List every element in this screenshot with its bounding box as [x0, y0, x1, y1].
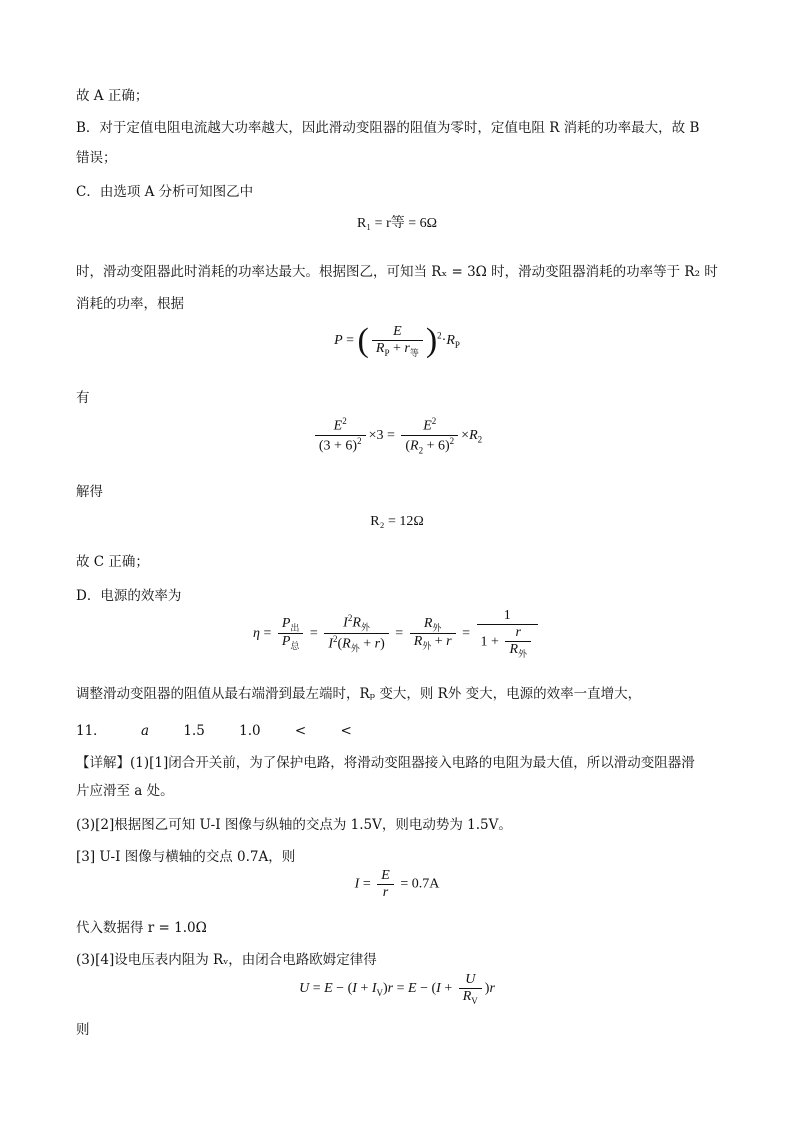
answer-2: 1.5 [183, 723, 205, 739]
text-line: 错误； [76, 150, 117, 166]
text-line: 故 A 正确； [76, 88, 149, 104]
text-line: C．由选项 A 分析可知图乙中 [76, 184, 254, 200]
equation-balance: $\frac{E^2}{(3 + 6)^2}$ ×3 = $\frac{E^2}{(R_2 + 6)^2}$ $\times R_2$ [0, 416, 794, 455]
equation-r1: R₁ = r等 = 6Ω [356, 216, 438, 231]
text-line: 时，滑动变阻器此时消耗的功率达最大。根据图乙，可知当 Rₓ = 3Ω 时，滑动变阻器消耗的功率等于 R₂ 时 [76, 264, 718, 280]
text-line: 解得 [76, 484, 103, 500]
equation-efficiency: η = $\frac{P_出}{P_总}$ = $\frac{I^2R_外}{I^2(R_外 + r)}$ = $\frac{R_外}{R_外 + r}$ = 1 1 + $\frac{r}{R_外}$ [0, 608, 794, 660]
answer-3: 1.0 [239, 723, 261, 739]
text-line: 消耗的功率，根据 [76, 296, 184, 312]
answer-1: a [140, 723, 150, 739]
answer-number: 11． [76, 723, 107, 739]
text-line: 片应滑至 a 处。 [76, 783, 174, 799]
text-line: D．电源的效率为 [76, 588, 182, 604]
answer-5: < [340, 723, 352, 739]
text-line: (3)[2]根据图乙可知 U-I 图像与纵轴的交点为 1.5V，则电动势为 1.5V。 [76, 817, 512, 833]
equation-power: P = ( $\frac{E}{R_P + r_等}$ )$^2\cdot R_P$ [334, 322, 460, 359]
text-line: 调整滑动变阻器的阻值从最右端滑到最左端时，Rₚ 变大，则 R外 变大，电源的效率一直增大， [76, 686, 642, 702]
text-line: [3] U-I 图像与横轴的交点 0.7A，则 [76, 849, 296, 865]
equation-voltage: $U = E - (I + I_V)r = E - (I$ + $\frac{U}{R_V}$ )r [299, 972, 495, 1006]
equation-current: I = $\frac{E}{r}$ = 0.7A [354, 868, 440, 900]
text-line: B．对于定值电阻电流越大功率越大，因此滑动变阻器的阻值为零时，定值电阻 R 消耗的功率最大，故 B [76, 120, 700, 136]
text-line: (3)[4]设电压表内阻为 Rᵥ，由闭合电路欧姆定律得 [76, 952, 377, 968]
text-line: 代入数据得 r = 1.0Ω [76, 920, 207, 936]
text-line: 故 C 正确； [76, 554, 149, 570]
text-line: 则 [76, 1022, 90, 1038]
answer-row [76, 719, 382, 739]
text-line: 有 [76, 390, 90, 406]
answer-4: < [294, 723, 307, 739]
equation-r2: R₂ = 12Ω [370, 514, 424, 529]
text-line: 【详解】(1)[1]闭合开关前，为了保护电路，将滑动变阻器接入电路的电阻为最大值，所以滑动变阻器滑 [76, 755, 695, 771]
